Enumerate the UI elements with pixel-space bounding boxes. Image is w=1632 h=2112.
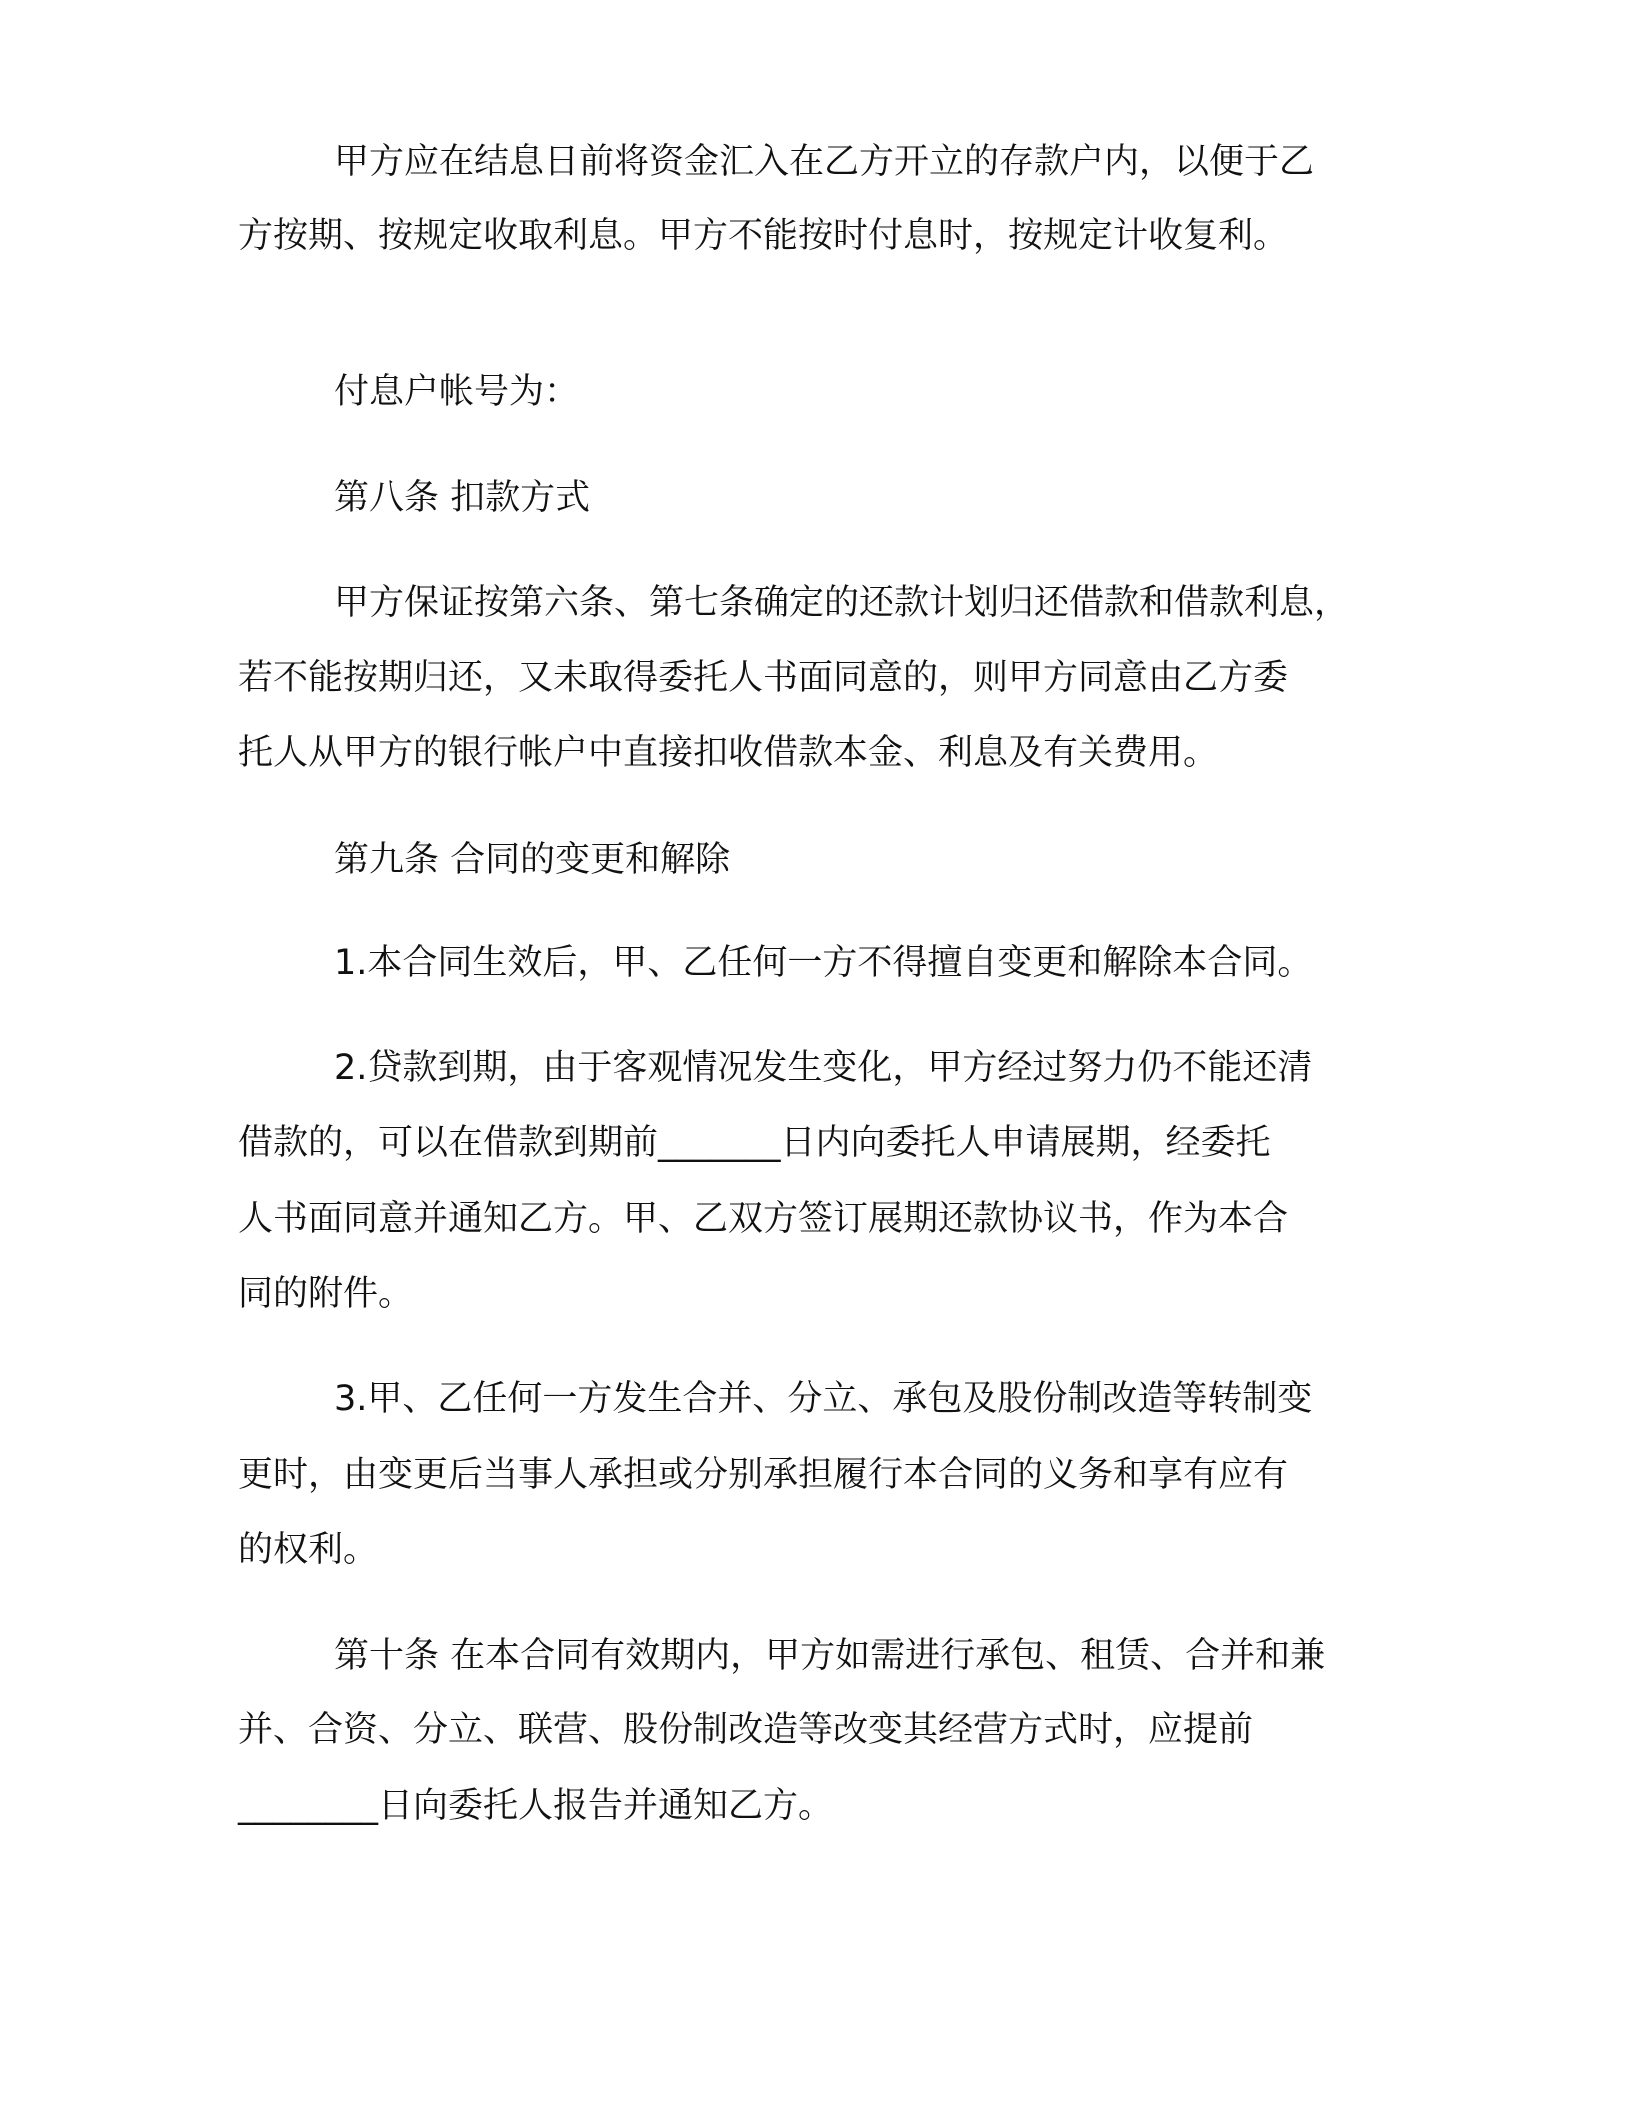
text-line: 并、合资、分立、联营、股份制改造等改变其经营方式时，应提前 (238, 1710, 1254, 1750)
text-line: 甲方应在结息日前将资金汇入在乙方开立的存款户内，以便于乙 (334, 142, 1315, 182)
text-line: 付息户帐号为： (334, 372, 580, 412)
text-line: 的权利。 (238, 1530, 379, 1570)
text-line: 人书面同意并通知乙方。甲、乙双方签订展期还款协议书，作为本合 (238, 1199, 1289, 1239)
text-line: 方按期、按规定收取利息。甲方不能按时付息时，按规定计收复利。 (238, 216, 1289, 256)
text-line: 1.本合同生效后，甲、乙任何一方不得擅自变更和解除本合同。 (334, 943, 1313, 983)
text-line: 更时，由变更后当事人承担或分别承担履行本合同的义务和享有应有 (238, 1455, 1289, 1495)
text-line: 2.贷款到期，由于客观情况发生变化，甲方经过努力仍不能还清 (334, 1048, 1313, 1088)
text-line: 第八条 扣款方式 (334, 478, 591, 518)
text-line: 3.甲、乙任何一方发生合并、分立、承包及股份制改造等转制变 (334, 1379, 1313, 1419)
text-line: 第九条 合同的变更和解除 (334, 840, 731, 880)
text-line: 托人从甲方的银行帐户中直接扣收借款本金、利息及有关费用。 (238, 733, 1219, 773)
text-line: 借款的，可以在借款到期前_______日内向委托人申请展期，经委托 (238, 1123, 1271, 1163)
text-line: 第十条 在本合同有效期内，甲方如需进行承包、租赁、合并和兼 (334, 1636, 1326, 1676)
text-line: 甲方保证按第六条、第七条确定的还款计划归还借款和借款利息， (334, 583, 1350, 623)
text-line: 若不能按期归还，又未取得委托人书面同意的，则甲方同意由乙方委 (238, 658, 1289, 698)
text-line: ________日向委托人报告并通知乙方。 (238, 1786, 834, 1826)
text-line: 同的附件。 (238, 1274, 414, 1314)
